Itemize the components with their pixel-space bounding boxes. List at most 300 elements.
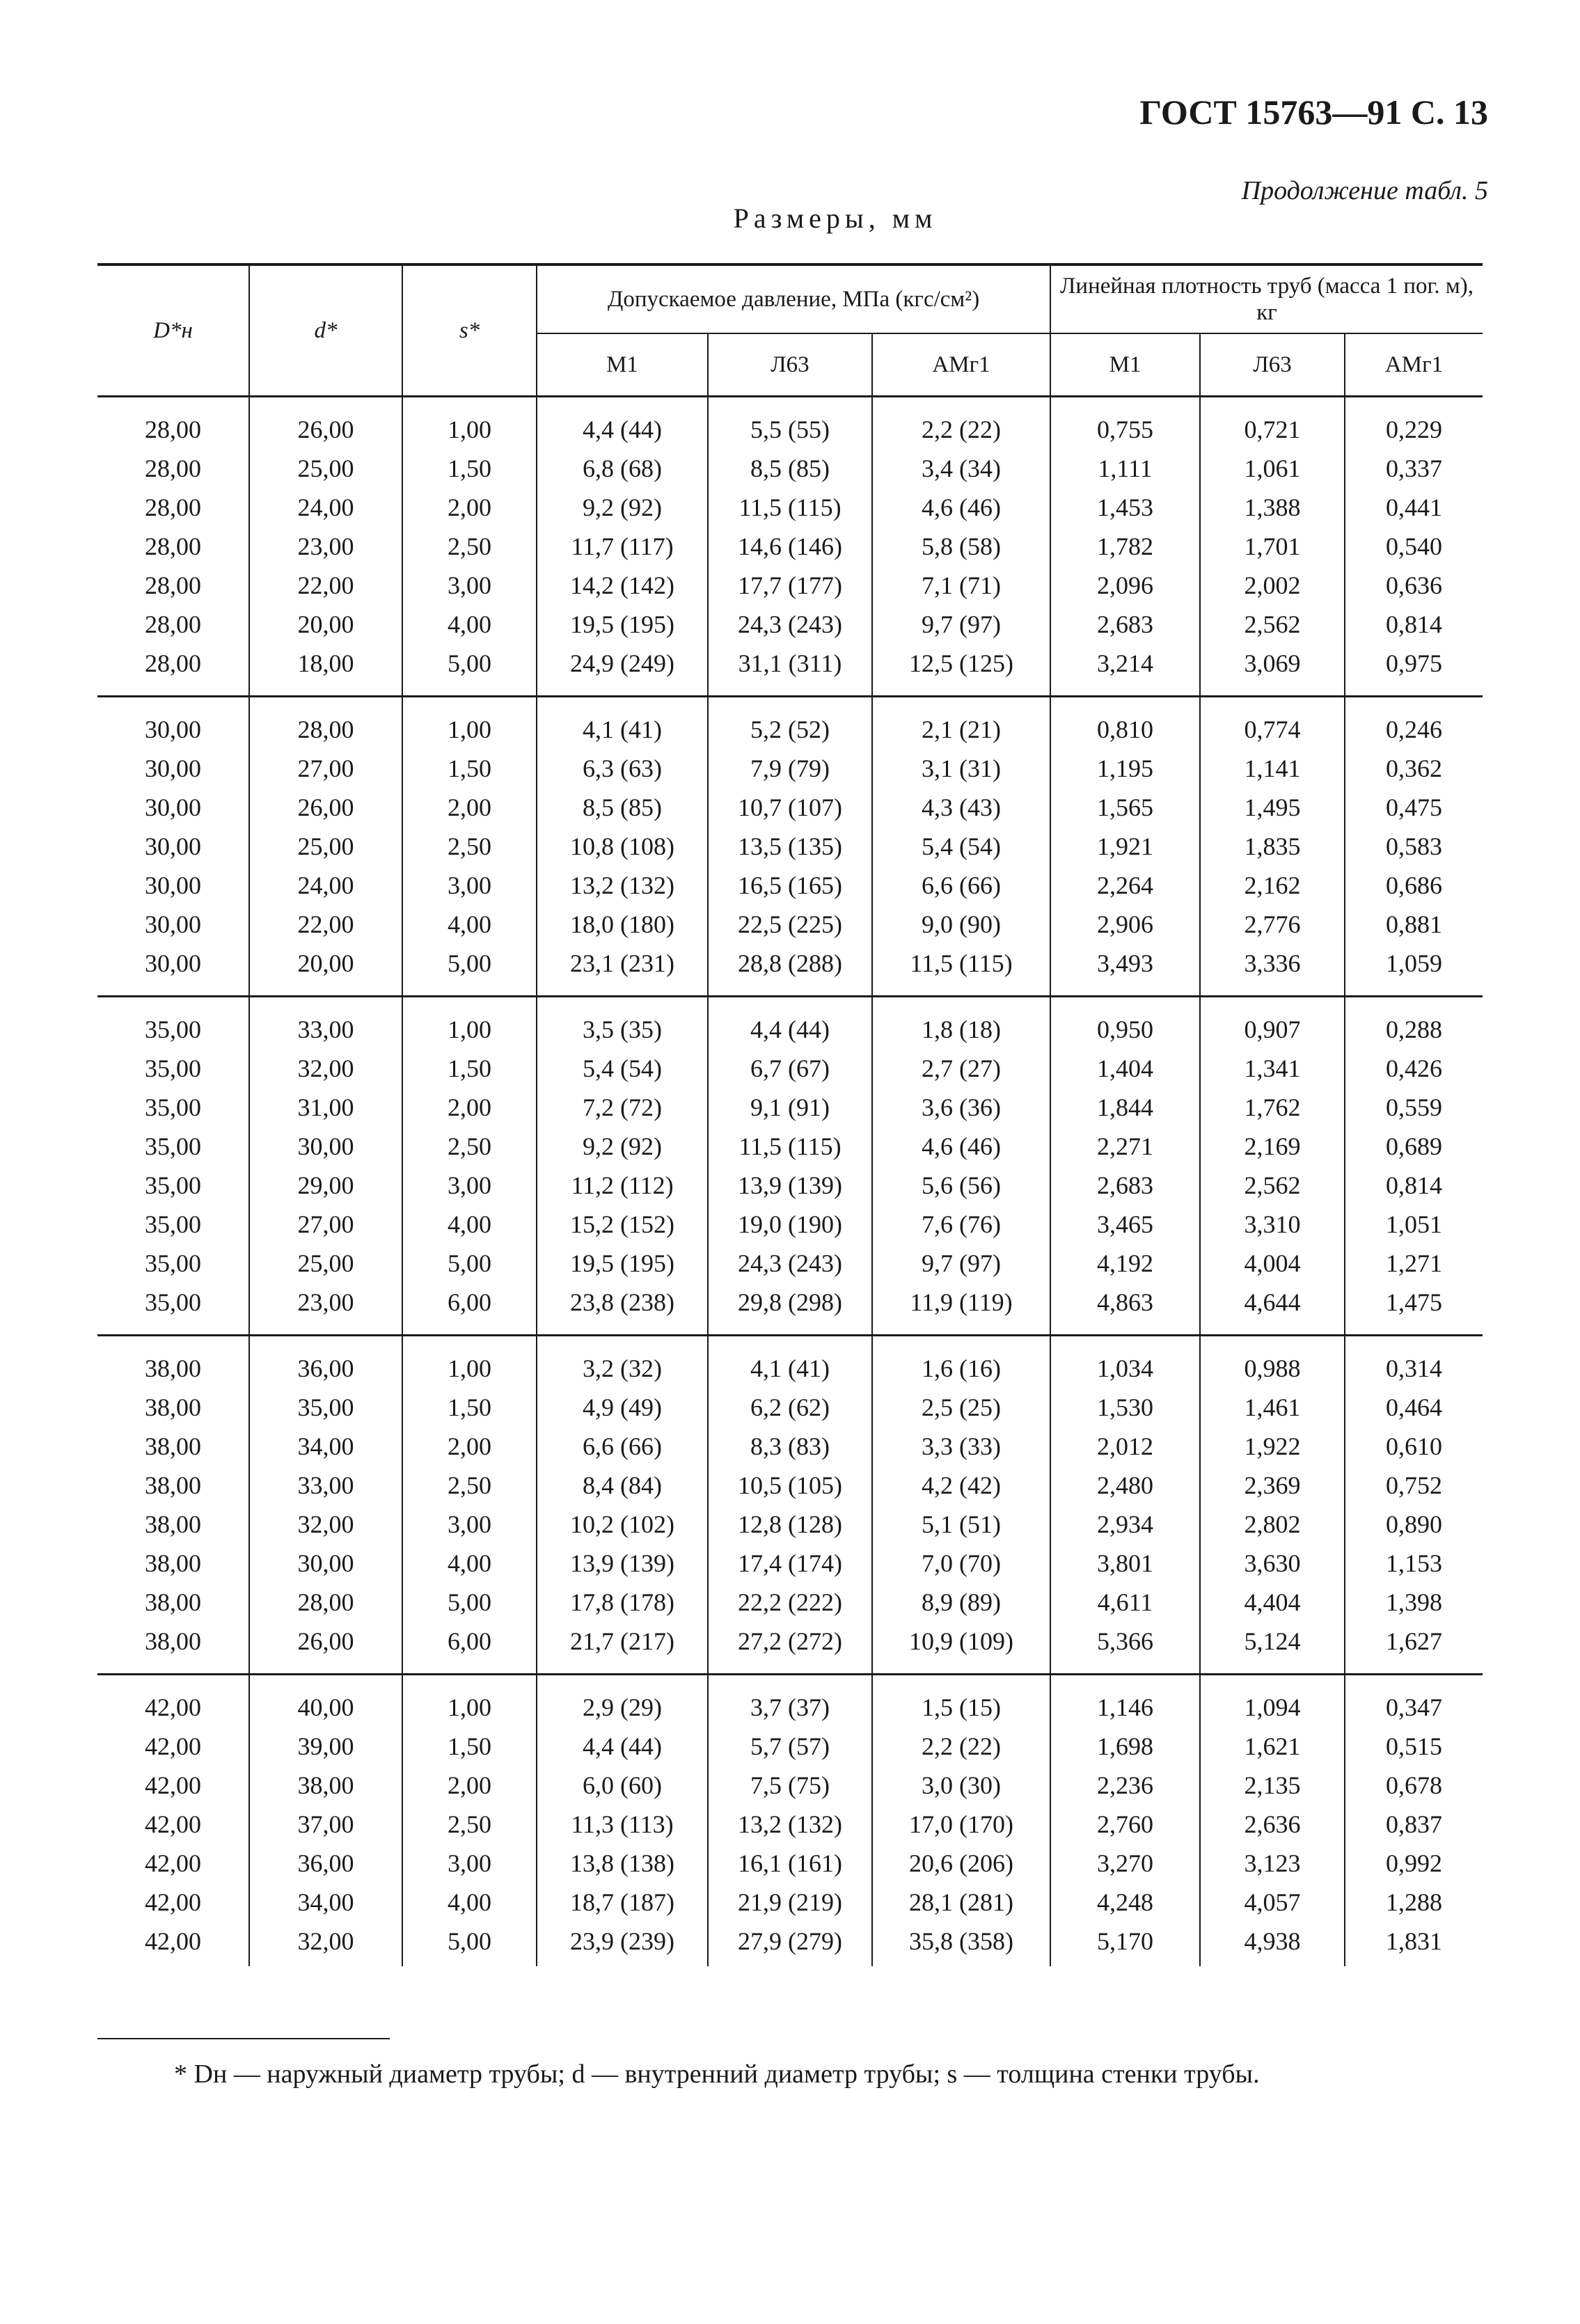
cell-outer-diameter: 42,00: [145, 1732, 201, 1760]
cell-outer-diameter: 38,00: [145, 1471, 201, 1499]
cell-inner-diameter: 36,00: [249, 1844, 402, 1883]
cell-inner-diameter: 35,00: [249, 1388, 402, 1427]
cell-pressure-l63: 12,8 (128): [708, 1505, 872, 1544]
cell-density-m1: 3,214: [1050, 644, 1200, 697]
cell-wall-thickness: 1,00: [402, 697, 537, 750]
header-density-amg1: АМг1: [1345, 333, 1483, 397]
cell-density-l63: 3,123: [1200, 1844, 1345, 1883]
cell-pressure-m1: 9,2 (92): [537, 1127, 708, 1166]
cell-pressure-m1: 6,8 (68): [537, 449, 708, 488]
cell-density-amg1: 1,153: [1345, 1544, 1483, 1583]
cell-density-amg1: 0,678: [1345, 1766, 1483, 1805]
cell-wall-thickness: 2,00: [402, 1766, 537, 1805]
cell-pressure-l63: 10,7 (107): [708, 788, 872, 827]
cell-density-m1: 3,270: [1050, 1844, 1200, 1883]
cell-pressure-m1: 6,6 (66): [537, 1427, 708, 1466]
footnote-text: Dн — наружный диаметр трубы; d — внутренний диаметр трубы; s — толщина стенки трубы.: [193, 2060, 1260, 2089]
cell-pressure-l63: 17,7 (177): [708, 566, 872, 605]
cell-pressure-l63: 27,9 (279): [708, 1922, 872, 1966]
cell-outer-diameter: 42,00: [145, 1927, 201, 1955]
footnote-marker: *: [174, 2060, 187, 2089]
cell-outer-diameter: 28,00: [145, 454, 201, 482]
cell-outer-diameter: 42,00: [145, 1771, 201, 1799]
cell-density-amg1: 0,288: [1345, 997, 1483, 1050]
cell-pressure-l63: 5,5 (55): [708, 397, 872, 450]
cell-pressure-amg1: 10,9 (109): [872, 1622, 1050, 1675]
cell-density-l63: 1,094: [1200, 1675, 1345, 1728]
cell-density-l63: 2,135: [1200, 1766, 1345, 1805]
cell-pressure-amg1: 3,0 (30): [872, 1766, 1050, 1805]
cell-pressure-amg1: 5,8 (58): [872, 527, 1050, 566]
cell-density-l63: 2,369: [1200, 1466, 1345, 1505]
cell-pressure-m1: 13,2 (132): [537, 866, 708, 905]
cell-density-m1: 2,934: [1050, 1505, 1200, 1544]
cell-inner-diameter: 28,00: [249, 1583, 402, 1622]
cell-density-l63: 4,057: [1200, 1883, 1345, 1922]
cell-density-l63: 3,310: [1200, 1205, 1345, 1244]
cell-outer-diameter: 35,00: [145, 1093, 201, 1121]
units-caption: Размеры, мм: [733, 203, 938, 234]
cell-pressure-l63: 16,1 (161): [708, 1844, 872, 1883]
table-row: [97, 1427, 1483, 1466]
cell-inner-diameter: 27,00: [249, 749, 402, 788]
cell-density-m1: 2,683: [1050, 1166, 1200, 1205]
table-row: [97, 905, 1483, 944]
table-row: [97, 1466, 1483, 1505]
cell-pressure-amg1: 5,4 (54): [872, 827, 1050, 866]
cell-inner-diameter: 33,00: [249, 997, 402, 1050]
cell-pressure-amg1: 2,1 (21): [872, 697, 1050, 750]
header-density-m1: М1: [1050, 333, 1200, 397]
cell-inner-diameter: 26,00: [249, 788, 402, 827]
table-row: [97, 1922, 1483, 1966]
cell-density-amg1: 0,515: [1345, 1727, 1483, 1766]
cell-density-l63: 3,630: [1200, 1544, 1345, 1583]
cell-density-amg1: 0,686: [1345, 866, 1483, 905]
cell-pressure-amg1: 2,2 (22): [872, 1727, 1050, 1766]
cell-pressure-amg1: 2,7 (27): [872, 1049, 1050, 1088]
cell-outer-diameter: 38,00: [97, 1336, 249, 1389]
cell-outer-diameter: 30,00: [97, 697, 249, 750]
cell-wall-thickness: 5,00: [402, 644, 537, 697]
cell-pressure-l63: 24,3 (243): [708, 1244, 872, 1283]
cell-pressure-m1: 8,4 (84): [537, 1466, 708, 1505]
cell-pressure-amg1: 1,5 (15): [872, 1675, 1050, 1728]
cell-pressure-l63: 5,7 (57): [708, 1727, 872, 1766]
table-row: [97, 1283, 1483, 1336]
cell-density-amg1: 0,464: [1345, 1388, 1483, 1427]
cell-density-l63: 1,835: [1200, 827, 1345, 866]
cell-wall-thickness: 2,50: [402, 1805, 537, 1844]
cell-density-m1: 2,264: [1050, 866, 1200, 905]
header-density-l63: Л63: [1200, 333, 1345, 397]
cell-density-m1: 0,755: [1050, 397, 1200, 450]
cell-wall-thickness: 2,00: [402, 1427, 537, 1466]
cell-wall-thickness: 1,50: [402, 449, 537, 488]
cell-wall-thickness: 1,00: [402, 997, 537, 1050]
cell-density-m1: 2,760: [1050, 1805, 1200, 1844]
cell-density-l63: 4,938: [1200, 1922, 1345, 1966]
cell-pressure-l63: 21,9 (219): [708, 1883, 872, 1922]
cell-inner-diameter: 27,00: [249, 1205, 402, 1244]
cell-pressure-m1: 23,8 (238): [537, 1283, 708, 1336]
cell-pressure-amg1: 6,6 (66): [872, 866, 1050, 905]
cell-density-l63: 2,776: [1200, 905, 1345, 944]
cell-outer-diameter: 35,00: [145, 1249, 201, 1277]
cell-outer-diameter: 35,00: [145, 1210, 201, 1238]
cell-density-m1: 4,863: [1050, 1283, 1200, 1336]
cell-density-m1: 1,844: [1050, 1088, 1200, 1127]
cell-density-m1: 4,192: [1050, 1244, 1200, 1283]
cell-density-l63: 2,562: [1200, 1166, 1345, 1205]
header-wall-thickness: s*: [402, 264, 537, 397]
cell-wall-thickness: 1,50: [402, 1049, 537, 1088]
cell-pressure-l63: 19,0 (190): [708, 1205, 872, 1244]
cell-density-l63: 2,002: [1200, 566, 1345, 605]
cell-inner-diameter: 18,00: [249, 644, 402, 697]
cell-density-amg1: 0,636: [1345, 566, 1483, 605]
cell-pressure-l63: 8,3 (83): [708, 1427, 872, 1466]
cell-density-m1: 4,248: [1050, 1883, 1200, 1922]
cell-pressure-l63: 4,4 (44): [708, 997, 872, 1050]
row-group: [97, 697, 1483, 997]
cell-inner-diameter: 38,00: [249, 1766, 402, 1805]
cell-pressure-amg1: 4,6 (46): [872, 1127, 1050, 1166]
cell-pressure-m1: 11,2 (112): [537, 1166, 708, 1205]
cell-inner-diameter: 25,00: [249, 1244, 402, 1283]
row-group: [97, 1336, 1483, 1675]
cell-outer-diameter: 38,00: [145, 1588, 201, 1616]
header-pressure-l63: Л63: [708, 333, 872, 397]
cell-outer-diameter: 42,00: [145, 1849, 201, 1877]
cell-outer-diameter: 38,00: [145, 1549, 201, 1577]
cell-wall-thickness: 6,00: [402, 1622, 537, 1675]
table-row: [97, 866, 1483, 905]
cell-outer-diameter: 28,00: [145, 571, 201, 599]
cell-density-amg1: 0,347: [1345, 1675, 1483, 1728]
cell-wall-thickness: 4,00: [402, 905, 537, 944]
cell-density-l63: 3,069: [1200, 644, 1345, 697]
cell-pressure-amg1: 9,0 (90): [872, 905, 1050, 944]
cell-inner-diameter: 39,00: [249, 1727, 402, 1766]
cell-pressure-m1: 6,3 (63): [537, 749, 708, 788]
cell-pressure-amg1: 4,2 (42): [872, 1466, 1050, 1505]
cell-density-m1: 1,404: [1050, 1049, 1200, 1088]
cell-pressure-amg1: 7,0 (70): [872, 1544, 1050, 1583]
cell-inner-diameter: 28,00: [249, 697, 402, 750]
cell-density-amg1: 0,752: [1345, 1466, 1483, 1505]
cell-pressure-m1: 9,2 (92): [537, 488, 708, 527]
cell-pressure-amg1: 4,6 (46): [872, 488, 1050, 527]
cell-pressure-amg1: 11,9 (119): [872, 1283, 1050, 1336]
cell-pressure-l63: 13,2 (132): [708, 1805, 872, 1844]
cell-inner-diameter: 22,00: [249, 905, 402, 944]
cell-pressure-m1: 19,5 (195): [537, 605, 708, 644]
cell-density-m1: 1,530: [1050, 1388, 1200, 1427]
table-row: [97, 1766, 1483, 1805]
header-linear-density: Линейная плотность труб (масса 1 пог. м), кг: [1050, 264, 1483, 333]
table-row: [97, 527, 1483, 566]
cell-inner-diameter: 34,00: [249, 1883, 402, 1922]
cell-wall-thickness: 2,50: [402, 1127, 537, 1166]
cell-pressure-l63: 28,8 (288): [708, 944, 872, 997]
table-row: [97, 605, 1483, 644]
cell-density-amg1: 0,559: [1345, 1088, 1483, 1127]
table-row: [97, 397, 1483, 450]
cell-outer-diameter: 35,00: [145, 1054, 201, 1082]
cell-pressure-l63: 24,3 (243): [708, 605, 872, 644]
cell-wall-thickness: 5,00: [402, 1583, 537, 1622]
cell-density-amg1: 1,627: [1345, 1622, 1483, 1675]
cell-pressure-m1: 6,0 (60): [537, 1766, 708, 1805]
cell-pressure-l63: 13,5 (135): [708, 827, 872, 866]
cell-density-amg1: 0,475: [1345, 788, 1483, 827]
cell-outer-diameter: 35,00: [97, 997, 249, 1050]
cell-density-m1: 5,366: [1050, 1622, 1200, 1675]
cell-outer-diameter: 38,00: [145, 1510, 201, 1538]
cell-pressure-m1: 18,7 (187): [537, 1883, 708, 1922]
cell-pressure-amg1: 2,5 (25): [872, 1388, 1050, 1427]
cell-wall-thickness: 1,00: [402, 397, 537, 450]
cell-wall-thickness: 4,00: [402, 1544, 537, 1583]
cell-density-m1: 1,034: [1050, 1336, 1200, 1389]
table-row: [97, 1049, 1483, 1088]
cell-inner-diameter: 22,00: [249, 566, 402, 605]
cell-pressure-m1: 14,2 (142): [537, 566, 708, 605]
cell-density-amg1: 0,610: [1345, 1427, 1483, 1466]
cell-pressure-amg1: 8,9 (89): [872, 1583, 1050, 1622]
cell-density-m1: 5,170: [1050, 1922, 1200, 1966]
cell-inner-diameter: 24,00: [249, 866, 402, 905]
cell-inner-diameter: 26,00: [249, 1622, 402, 1675]
cell-pressure-amg1: 3,4 (34): [872, 449, 1050, 488]
cell-pressure-m1: 24,9 (249): [537, 644, 708, 697]
cell-pressure-amg1: 5,6 (56): [872, 1166, 1050, 1205]
cell-density-m1: 3,465: [1050, 1205, 1200, 1244]
cell-pressure-l63: 11,5 (115): [708, 488, 872, 527]
cell-pressure-m1: 18,0 (180): [537, 905, 708, 944]
table-row: [97, 1205, 1483, 1244]
cell-pressure-m1: 11,7 (117): [537, 527, 708, 566]
cell-pressure-m1: 10,2 (102): [537, 1505, 708, 1544]
cell-pressure-m1: 8,5 (85): [537, 788, 708, 827]
cell-outer-diameter: 30,00: [145, 910, 201, 938]
table-row: [97, 1244, 1483, 1283]
cell-density-l63: 0,988: [1200, 1336, 1345, 1389]
cell-pressure-m1: 3,5 (35): [537, 997, 708, 1050]
cell-inner-diameter: 25,00: [249, 827, 402, 866]
cell-wall-thickness: 5,00: [402, 1922, 537, 1966]
cell-pressure-m1: 4,9 (49): [537, 1388, 708, 1427]
cell-pressure-amg1: 35,8 (358): [872, 1922, 1050, 1966]
header-inner-diameter: d*: [249, 264, 402, 397]
table-row: [97, 1088, 1483, 1127]
table-row: [97, 566, 1483, 605]
cell-density-m1: 2,271: [1050, 1127, 1200, 1166]
cell-pressure-l63: 5,2 (52): [708, 697, 872, 750]
table-row: [97, 1388, 1483, 1427]
cell-density-amg1: 0,881: [1345, 905, 1483, 944]
cell-density-amg1: 0,337: [1345, 449, 1483, 488]
cell-density-l63: 2,169: [1200, 1127, 1345, 1166]
cell-outer-diameter: 38,00: [145, 1393, 201, 1421]
cell-outer-diameter: 35,00: [145, 1171, 201, 1199]
cell-pressure-l63: 10,5 (105): [708, 1466, 872, 1505]
cell-wall-thickness: 1,50: [402, 1727, 537, 1766]
cell-pressure-amg1: 17,0 (170): [872, 1805, 1050, 1844]
cell-inner-diameter: 31,00: [249, 1088, 402, 1127]
cell-pressure-amg1: 9,7 (97): [872, 605, 1050, 644]
cell-pressure-amg1: 2,2 (22): [872, 397, 1050, 450]
cell-pressure-amg1: 7,1 (71): [872, 566, 1050, 605]
cell-density-amg1: 0,229: [1345, 397, 1483, 450]
table-row: [97, 1622, 1483, 1675]
cell-pressure-l63: 16,5 (165): [708, 866, 872, 905]
cell-pressure-m1: 17,8 (178): [537, 1583, 708, 1622]
table-row: [97, 1583, 1483, 1622]
cell-density-m1: 0,810: [1050, 697, 1200, 750]
cell-density-amg1: 0,689: [1345, 1127, 1483, 1166]
cell-density-l63: 1,762: [1200, 1088, 1345, 1127]
table-row: [97, 1805, 1483, 1844]
cell-pressure-m1: 7,2 (72): [537, 1088, 708, 1127]
cell-density-l63: 2,636: [1200, 1805, 1345, 1844]
cell-density-m1: 2,683: [1050, 605, 1200, 644]
row-group: [97, 1675, 1483, 1967]
table-row: [97, 827, 1483, 866]
cell-pressure-m1: 13,9 (139): [537, 1544, 708, 1583]
cell-outer-diameter: 35,00: [145, 1132, 201, 1160]
cell-inner-diameter: 40,00: [249, 1675, 402, 1728]
table-row: [97, 1127, 1483, 1166]
cell-wall-thickness: 4,00: [402, 1205, 537, 1244]
cell-density-l63: 1,461: [1200, 1388, 1345, 1427]
cell-density-l63: 1,495: [1200, 788, 1345, 827]
cell-pressure-l63: 9,1 (91): [708, 1088, 872, 1127]
cell-outer-diameter: 30,00: [145, 871, 201, 899]
cell-pressure-m1: 4,4 (44): [537, 1727, 708, 1766]
cell-density-l63: 5,124: [1200, 1622, 1345, 1675]
cell-density-amg1: 0,975: [1345, 644, 1483, 697]
cell-density-amg1: 0,362: [1345, 749, 1483, 788]
cell-density-l63: 0,721: [1200, 397, 1345, 450]
cell-density-m1: 1,921: [1050, 827, 1200, 866]
cell-pressure-amg1: 3,1 (31): [872, 749, 1050, 788]
cell-pressure-amg1: 7,6 (76): [872, 1205, 1050, 1244]
row-group: [97, 997, 1483, 1336]
cell-density-m1: 2,480: [1050, 1466, 1200, 1505]
cell-density-l63: 1,061: [1200, 449, 1345, 488]
cell-density-amg1: 1,051: [1345, 1205, 1483, 1244]
cell-wall-thickness: 3,00: [402, 866, 537, 905]
cell-pressure-m1: 11,3 (113): [537, 1805, 708, 1844]
cell-density-l63: 1,388: [1200, 488, 1345, 527]
cell-outer-diameter: 30,00: [145, 832, 201, 860]
cell-density-m1: 3,493: [1050, 944, 1200, 997]
cell-inner-diameter: 24,00: [249, 488, 402, 527]
cell-density-amg1: 0,246: [1345, 697, 1483, 750]
header-pressure-m1: М1: [537, 333, 708, 397]
header-outer-diameter: D*н: [97, 264, 249, 397]
cell-pressure-l63: 8,5 (85): [708, 449, 872, 488]
cell-outer-diameter: 38,00: [145, 1432, 201, 1460]
cell-pressure-l63: 22,2 (222): [708, 1583, 872, 1622]
table-row: [97, 488, 1483, 527]
cell-density-amg1: 0,540: [1345, 527, 1483, 566]
cell-wall-thickness: 2,00: [402, 488, 537, 527]
cell-pressure-m1: 10,8 (108): [537, 827, 708, 866]
cell-inner-diameter: 23,00: [249, 1283, 402, 1336]
cell-pressure-amg1: 12,5 (125): [872, 644, 1050, 697]
cell-pressure-l63: 22,5 (225): [708, 905, 872, 944]
cell-density-l63: 2,162: [1200, 866, 1345, 905]
cell-wall-thickness: 2,50: [402, 827, 537, 866]
cell-wall-thickness: 3,00: [402, 566, 537, 605]
cell-inner-diameter: 33,00: [249, 1466, 402, 1505]
cell-density-m1: 1,782: [1050, 527, 1200, 566]
cell-inner-diameter: 30,00: [249, 1544, 402, 1583]
cell-wall-thickness: 4,00: [402, 605, 537, 644]
cell-pressure-amg1: 5,1 (51): [872, 1505, 1050, 1544]
cell-density-amg1: 0,837: [1345, 1805, 1483, 1844]
cell-inner-diameter: 29,00: [249, 1166, 402, 1205]
cell-pressure-m1: 4,4 (44): [537, 397, 708, 450]
cell-pressure-m1: 19,5 (195): [537, 1244, 708, 1283]
cell-pressure-amg1: 1,8 (18): [872, 997, 1050, 1050]
cell-pressure-l63: 3,7 (37): [708, 1675, 872, 1728]
cell-density-m1: 1,698: [1050, 1727, 1200, 1766]
table-row: [97, 1675, 1483, 1728]
table-row: [97, 1336, 1483, 1389]
cell-density-amg1: 0,992: [1345, 1844, 1483, 1883]
cell-density-amg1: 0,441: [1345, 488, 1483, 527]
cell-density-l63: 1,141: [1200, 749, 1345, 788]
cell-outer-diameter: 35,00: [145, 1288, 201, 1316]
cell-density-m1: 1,565: [1050, 788, 1200, 827]
cell-outer-diameter: 28,00: [145, 493, 201, 521]
cell-pressure-m1: 5,4 (54): [537, 1049, 708, 1088]
cell-density-l63: 1,621: [1200, 1727, 1345, 1766]
cell-density-m1: 1,195: [1050, 749, 1200, 788]
cell-density-m1: 4,611: [1050, 1583, 1200, 1622]
cell-pressure-l63: 13,9 (139): [708, 1166, 872, 1205]
cell-outer-diameter: 42,00: [145, 1810, 201, 1838]
cell-pressure-m1: 3,2 (32): [537, 1336, 708, 1389]
table-row: [97, 1727, 1483, 1766]
header-allowable-pressure: Допускаемое давление, МПа (кгс/см²): [537, 264, 1050, 333]
cell-density-l63: 1,922: [1200, 1427, 1345, 1466]
table-row: [97, 788, 1483, 827]
cell-density-l63: 2,802: [1200, 1505, 1345, 1544]
cell-pressure-amg1: 20,6 (206): [872, 1844, 1050, 1883]
cell-density-m1: 3,801: [1050, 1544, 1200, 1583]
cell-pressure-l63: 11,5 (115): [708, 1127, 872, 1166]
cell-density-l63: 4,404: [1200, 1583, 1345, 1622]
cell-pressure-m1: 23,9 (239): [537, 1922, 708, 1966]
cell-pressure-amg1: 3,6 (36): [872, 1088, 1050, 1127]
cell-pressure-amg1: 9,7 (97): [872, 1244, 1050, 1283]
cell-inner-diameter: 34,00: [249, 1427, 402, 1466]
cell-wall-thickness: 5,00: [402, 944, 537, 997]
cell-density-amg1: 0,814: [1345, 605, 1483, 644]
footnote: [174, 2059, 1260, 2089]
table-row: [97, 944, 1483, 997]
cell-pressure-amg1: 3,3 (33): [872, 1427, 1050, 1466]
cell-pressure-amg1: 11,5 (115): [872, 944, 1050, 997]
cell-pressure-l63: 7,9 (79): [708, 749, 872, 788]
cell-wall-thickness: 3,00: [402, 1166, 537, 1205]
table-row: [97, 1883, 1483, 1922]
